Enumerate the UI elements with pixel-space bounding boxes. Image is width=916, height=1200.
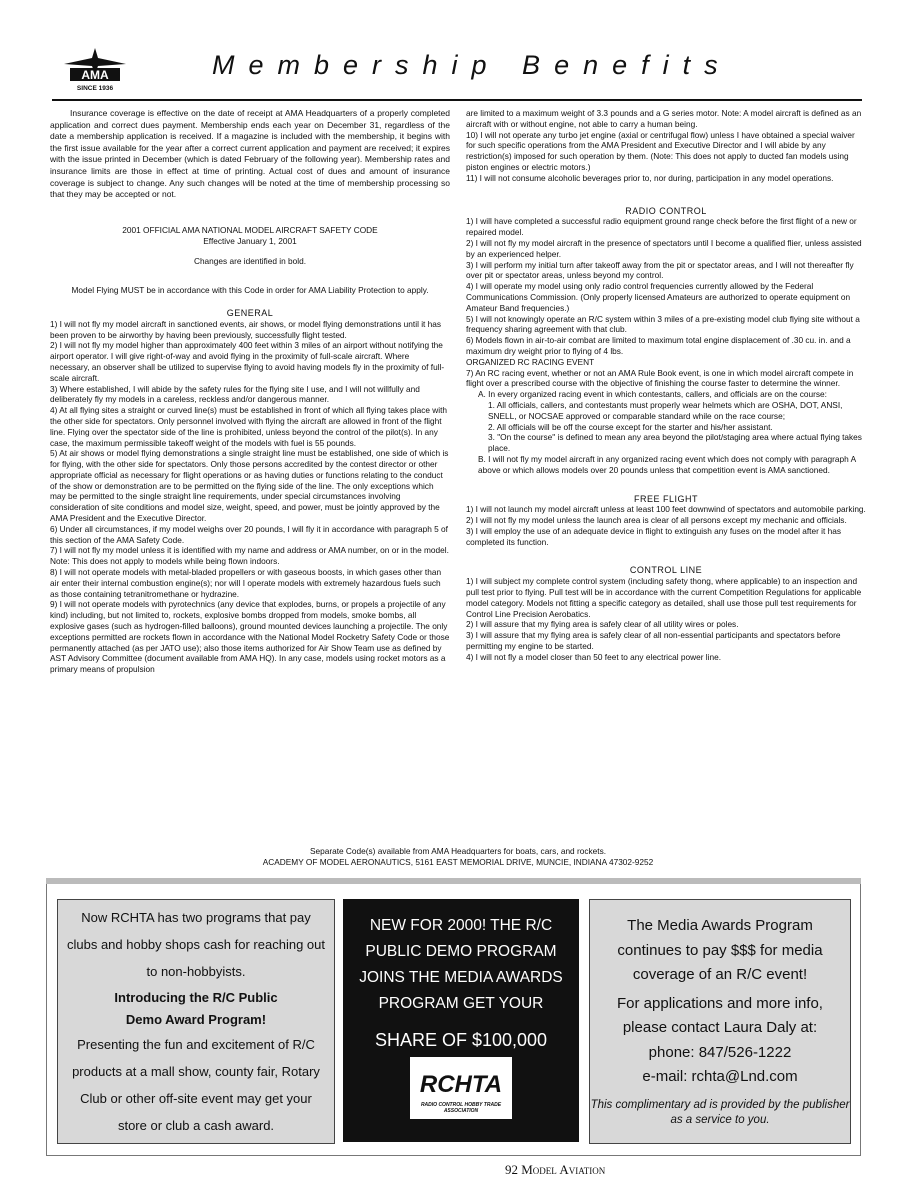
general-item: 1) I will not fly my model aircraft in sanctioned events, air shows, or model flying demonstrations until it has been proven to be airworthy by having been previously, successfully flight tested.: [50, 318, 442, 340]
code-footer: [0, 846, 916, 868]
radio-item: 2) I will not fly my model aircraft in the presence of spectators until I become a qualified flier, unless assisted by an experienced helper.: [466, 237, 862, 259]
control-line-heading: CONTROL LINE: [629, 565, 703, 576]
general-item: are limited to a maximum weight of 3.3 pounds and a G series motor. Note: A model aircraft is defined as an aircraft with or without engine, not able to carry a human being.: [466, 108, 862, 129]
general-item: 11) I will not consume alcoholic beverages prior to, nor during, participation in any model operations.: [466, 172, 834, 183]
control-line-item: 2) I will assure that my flying area is safely clear of all utility wires or poles.: [466, 619, 739, 630]
racing-heading: ORGANIZED RC RACING EVENT: [466, 356, 595, 367]
general-item: 3) Where established, I will abide by the safety rules for the flying site I use, and I will not willfully and deliberately fly my models in a careless, reckless and/or dangerous manner.: [50, 383, 420, 405]
racing-item: 1. All officials, callers, and contestants must properly wear helmets which are OSHA, DOT, ANSI, SNELL, or NOCSAE approved or comparable standard while on the race course;: [488, 399, 843, 421]
ad-right-intro: The Media Awards Program continues to pay $$$ for media coverage of an R/C event!: [617, 917, 823, 983]
rchta-ad-box: [46, 878, 861, 1156]
general-item: 4) At all flying sites a straight or curved line(s) must be established in front of which all flying takes place with the other side for spectators. Only personnel involved with flying the aircraft are allowed in front of the flight line. Flying over the spectator side of the line is prohibited, unless beyond the control of the pilot(s). In any case, the maximum permissible takeoff weight of the models with fuel is 55 pounds.: [50, 405, 448, 448]
general-item: 9) I will not operate models with pyrotechnics (any device that explodes, burns, or propels a projectile of any kind) including, but not limited to, rockets, explosive bombs dropped from models, smoke bombs, all explosive gases (such as hydrogen-filled balloons), ground mounted devices launching a projectile. The only exceptions permitted are rockets flown in accordance with the National Model Rocketry Safety Code or those permanently attached (as per JATO use); also those items authorized for Air Show Team use as defined by AST Advisory Committee (document available from AMA HQ). In any case, models using rocket motors as a primary means of propulsion: [50, 599, 450, 675]
ad-right-note: This complimentary ad is provided by the publisher as a service to you.: [590, 1098, 850, 1126]
ad-middle-share: SHARE OF $100,000: [374, 1030, 548, 1050]
general-item: 6) Under all circumstances, if my model weighs over 20 pounds, I will fly it in accordance with paragraph 5 of this section of the AMA Safety Code.: [50, 523, 448, 545]
control-line-item: 3) I will assure that my flying area is safely clear of all non-essential participants and spectators before permitting my engine to be started.: [466, 630, 841, 652]
code-title: 2001 OFFICIAL AMA NATIONAL MODEL AIRCRAFT SAFETY CODE: [122, 224, 378, 235]
free-flight-item: 2) I will not fly my model unless the launch area is clear of all persons except my mechanic and officials.: [466, 515, 847, 526]
racing-item: A. In every organized racing event in which contestants, callers, and officials are on the course:: [478, 389, 827, 400]
page-title: Membership Benefits: [212, 50, 732, 80]
control-line-item: 1) I will subject my complete control system (including safety thong, where applicable) to an inspection and pull test prior to flying. Pull test will be in accordance with the current Competition Regulations for applicable model category. Models not fitting a specific category as detailed, shall use those pull test requirements for Control Line Precision Aerobatics.: [466, 576, 862, 619]
ad-middle-text: NEW FOR 2000! THE R/C PUBLIC DEMO PROGRAM JOINS THE MEDIA AWARDS PROGRAM GET YOUR: [359, 917, 563, 1012]
free-flight-item: 3) I will employ the use of an adequate device in flight to extinguish any fuses on the model after it has completed its function.: [466, 525, 841, 547]
changes-note: Changes are identified in bold.: [193, 256, 307, 267]
ad-left-intro: Now RCHTA has two programs that pay clubs and hobby shops cash for reaching out to non-hobbyists.: [66, 910, 325, 979]
radio-item: 6) Models flown in air-to-air combat are limited to maximum total engine displacement of .30 cu. in. and a maximum dry weight prior to flying of 4 lbs.: [466, 335, 851, 356]
rchta-logo-text: RCHTA: [419, 1071, 503, 1098]
radio-control-heading: RADIO CONTROL: [625, 205, 707, 216]
control-line-item: 4) I will not fly a model closer than 50 feet to any electrical power line.: [466, 651, 722, 662]
racing-item: 7) An RC racing event, whether or not an AMA Rule Book event, is one in which model aircraft compete in flight over a prescribed course with the objective of finishing the course faster to determine the winner.: [466, 367, 854, 389]
right-column: [466, 108, 866, 663]
rchta-logo-sub: RADIO CONTROL HOBBY TRADE ASSOCIATION: [420, 1102, 502, 1114]
share-ad: [343, 899, 579, 1142]
public-demo-ad: [57, 899, 335, 1144]
separate-codes-note: Separate Code(s) available from AMA Headquarters for boats, cars, and rockets.: [309, 846, 607, 856]
page-footer: [505, 1162, 605, 1178]
rchta-logo: [410, 1057, 512, 1119]
code-effective: Effective January 1, 2001: [203, 235, 297, 246]
radio-item: 3) I will perform my initial turn after takeoff away from the pit or spectator areas, and I will not thereafter fly over pit or spectator areas, unless beyond my control.: [466, 259, 854, 281]
magazine-name: Model Aviation: [521, 1162, 606, 1177]
general-heading: GENERAL: [226, 307, 274, 318]
insurance-paragraph: Insurance coverage is effective on the date of receipt at AMA Headquarters of a properly completed application and correct dues payment. Membership ends each year on December 31, regardless of the date a membership application is received. If a magazine is included with the membership, it begins with the first issue available for the year after a correct current application and payment are received; it expires with the issue printed in December (which is dated February of the following year). Membership rates and insurance limits are those in effect at time of printing. Actual cost of dues and amount of insurance coverage is subject to change. Any such changes will be noted at the time of membership processing so that they may be accepted or not.: [50, 108, 450, 200]
general-item: 7) I will not fly my model unless it is identified with my name and address or AMA number, on or in the model. Note: This does not apply to models while being flown indoors.: [50, 545, 449, 567]
general-item: 10) I will not operate any turbo jet engine (axial or centrifugal flow) unless I have obtained a special waiver for such specific operations from the AMA President and Executive Director and I will abide by any restriction(s) imposed for such operation by them. (Note: This does not apply to ducted fan models using piston engines or electric motors.): [466, 129, 855, 172]
academy-address: ACADEMY OF MODEL AERONAUTICS, 5161 EAST MEMORIAL DRIVE, MUNCIE, INDIANA 47302-9252: [262, 856, 654, 867]
ad-right-email: e-mail: rchta@Lnd.com: [642, 1068, 798, 1085]
ad-left-bold: Introducing the R/C Public Demo Award Program!: [114, 990, 278, 1027]
ama-logo: [62, 44, 128, 94]
radio-item: 1) I will have completed a successful radio equipment ground range check before the first flight of a new or repaired model.: [466, 216, 857, 238]
racing-item: 3. "On the course" is defined to mean any area beyond the pilot/staging area where actual flying takes place.: [488, 432, 862, 454]
racing-item: B. I will not fly my model aircraft in any organized racing event which does not comply with paragraph A above or which allows models over 20 pounds unless that competition event is AMA sanctioned.: [478, 453, 856, 475]
racing-item: 2. All officials will be off the course except for the starter and his/her assistant.: [488, 421, 773, 432]
free-flight-heading: FREE FLIGHT: [633, 493, 698, 504]
free-flight-item: 1) I will not launch my model aircraft unless at least 100 feet downwind of spectators and automobile parking.: [466, 504, 866, 515]
logo-text: AMA: [81, 68, 109, 82]
general-item: 2) I will not fly my model higher than approximately 400 feet within 3 miles of an airport without notifying the airport operator. I will give right-of-way and avoid flying in the proximity of full-scale aircraft. Where necessary, an observer shall be utilized to supervise flying to avoid having models fly in the proximity of full-scale aircraft.: [50, 340, 445, 383]
general-item: 8) I will not operate models with metal-bladed propellers or with gaseous boosts, in which gases other than air enter their internal combustion engine(s); nor will I operate models with extremely hazardous fuels such as those containing tetranitromethane or hydrazine.: [50, 567, 442, 599]
header-rule: [52, 99, 862, 101]
logo-since: SINCE 1936: [76, 85, 114, 92]
media-awards-ad: [589, 899, 851, 1144]
radio-item: 4) I will operate my model using only radio control frequencies currently allowed by the Federal Communications Commission. (Only properly licensed Amateurs are authorized to operate equipment on Amateur Band frequencies.): [466, 281, 851, 313]
radio-item: 5) I will not knowingly operate an R/C system within 3 miles of a pre-existing model club flying site without a frequency sharing agreement with that club.: [466, 313, 860, 335]
page-header: [52, 44, 862, 106]
general-item: 5) At air shows or model flying demonstrations a single straight line must be established, one side of which is for flying, with the other side for spectators. Only those persons accredited by the contest director or other appropriate official as necessary for flight operations or as having duties or functions relating to the conduct of the show or demonstration are to be permitted on the flying side of the line. The only exceptions which may be permitted to the single straight line requirements, under special circumstances involving consideration of site conditions and model size, weight, speed, and power, must be jointly approved by the AMA President and the Executive Director.: [50, 448, 449, 524]
left-column: [50, 108, 450, 675]
page-number: 92: [505, 1162, 518, 1177]
must-note: Model Flying MUST be in accordance with this Code in order for AMA Liability Protection to apply.: [71, 285, 429, 296]
ad-right-contact: For applications and more info, please contact Laura Daly at:: [617, 994, 823, 1036]
ad-right-phone: phone: 847/526-1222: [648, 1043, 792, 1061]
ad-left-body: Presenting the fun and excitement of R/C products at a mall show, county fair, Rotary Club or other off-site event may get your store or club a cash award.: [72, 1037, 320, 1133]
